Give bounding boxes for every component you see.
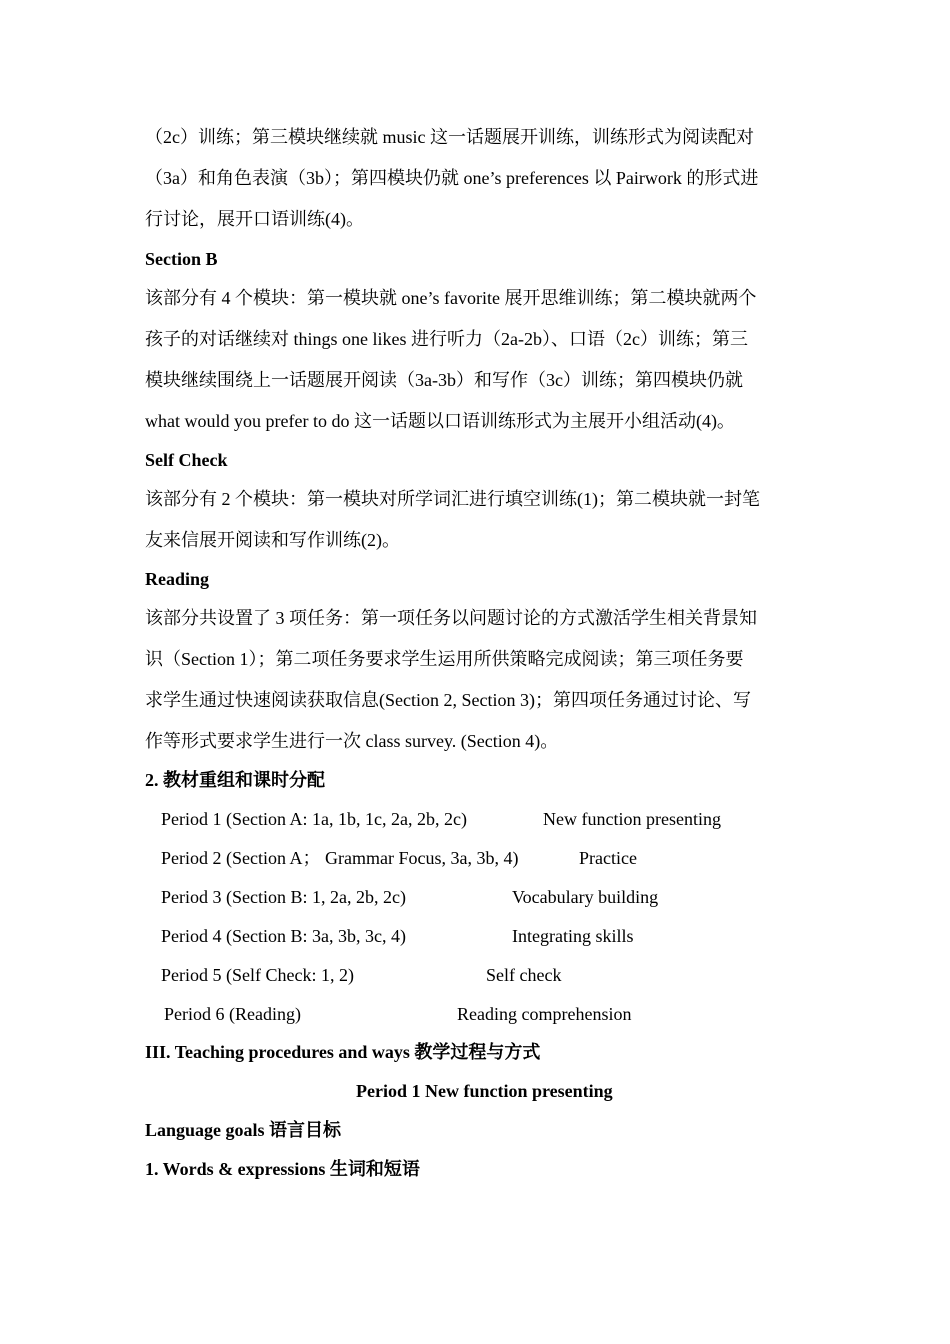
section-b-heading: Section B [145,249,218,269]
paragraph-line: 模块继续围绕上一话题展开阅读（3a-3b）和写作（3c）训练；第四模块仍就 [145,370,743,390]
paragraph-line: （3a）和角色表演（3b）；第四模块仍就 one’s preferences 以 Pairwork 的形式进 [145,168,759,188]
paragraph-line: 友来信展开阅读和写作训练(2)。 [145,530,400,550]
paragraph-line: 孩子的对话继续对 things one likes 进行听力（2a-2b）、口语（2c）训练；第三 [145,329,748,349]
period-desc: New function presenting [543,809,721,829]
period-label: Period 1 (Section A: 1a, 1b, 1c, 2a, 2b, 2c) [161,809,467,829]
period-desc: Reading comprehension [457,1004,632,1024]
paragraph-line: what would you prefer to do 这一话题以口语训练形式为主展开小组活动(4)。 [145,411,735,431]
self-check-heading: Self Check [145,450,228,470]
paragraph-line: 该部分有 2 个模块：第一模块对所学词汇进行填空训练(1)；第二模块就一封笔 [145,489,760,509]
paragraph-line: 该部分共设置了 3 项任务：第一项任务以问题讨论的方式激活学生相关背景知 [145,608,757,628]
procedures-heading: III. Teaching procedures and ways 教学过程与方式 [145,1042,541,1062]
paragraph-line: 作等形式要求学生进行一次 class survey. (Section 4)。 [145,731,559,751]
period-label: Period 3 (Section B: 1, 2a, 2b, 2c) [161,887,406,907]
reading-heading: Reading [145,569,210,589]
period-label: Period 6 (Reading) [164,1004,301,1024]
reorg-heading: 2. 教材重组和课时分配 [145,770,325,790]
paragraph-line: 识（Section 1）；第二项任务要求学生运用所供策略完成阅读；第三项任务要 [145,649,744,669]
period-label: Period 4 (Section B: 3a, 3b, 3c, 4) [161,926,406,946]
words-expressions-heading: 1. Words & expressions 生词和短语 [145,1159,420,1179]
paragraph-line: 求学生通过快速阅读获取信息(Section 2, Section 3)；第四项任务通过讨论、写 [145,690,751,710]
paragraph-line: 该部分有 4 个模块：第一模块就 one’s favorite 展开思维训练；第二模块就两个 [145,288,757,308]
period-label: Period 5 (Self Check: 1, 2) [161,965,354,985]
period-title: Period 1 New function presenting [356,1081,613,1101]
period-desc: Integrating skills [512,926,634,946]
period-desc: Self check [486,965,562,985]
period-desc: Practice [579,848,637,868]
period-desc: Vocabulary building [512,887,659,907]
paragraph-line: （2c）训练；第三模块继续就 music 这一话题展开训练，训练形式为阅读配对 [145,127,754,147]
language-goals-heading: Language goals 语言目标 [145,1120,342,1140]
period-label: Period 2 (Section A； Grammar Focus, 3a, 3b, 4) [161,848,519,868]
paragraph-line: 行讨论，展开口语训练(4)。 [145,209,364,229]
